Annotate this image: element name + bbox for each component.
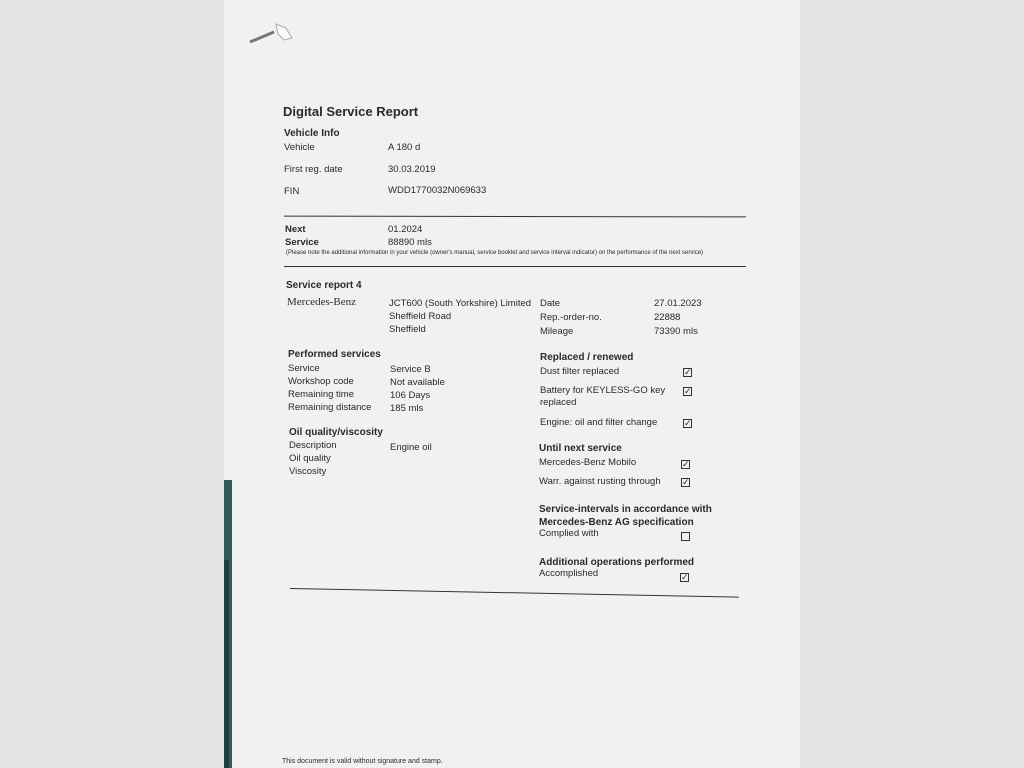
fin-value: WDD1770032N069633 [388,185,487,196]
until-next-service-heading: Until next service [539,443,622,454]
remaining-distance-value: 185 mls [390,403,424,414]
oil-filter-change-checkbox: ✓ [684,419,692,429]
replaced-renewed-heading: Replaced / renewed [540,352,634,363]
document-title: Digital Service Report [283,104,419,119]
next-service-date: 01.2024 [388,224,423,235]
oil-quality-label: Oil quality [289,453,331,464]
vehicle-info-heading: Vehicle Info [284,128,340,139]
oil-quality-heading: Oil quality/viscosity [289,427,383,438]
next-service-note: (Please note the additional information in your vehicle (owner's manual, service booklet and service interval indicator) on the performance of the next service) [286,250,704,256]
service-intervals-heading-cont: Mercedes-Benz AG specification [539,517,694,528]
footer-note: This document is valid without signature and stamp. [282,758,443,765]
mobilo-label: Mercedes-Benz Mobilo [539,457,637,468]
viscosity-label: Viscosity [289,466,327,477]
first-reg-label: First reg. date [284,164,343,175]
rust-warranty-checkbox: ✓ [682,478,690,488]
workshop-code-value: Not available [390,377,445,388]
service-type-label: Service [288,363,320,374]
vehicle-label: Vehicle [284,142,315,153]
mileage-label: Mileage [540,326,574,337]
additional-ops-heading: Additional operations performed [539,557,695,568]
brand-wordmark: Mercedes-Benz [287,296,357,308]
first-reg-value: 30.03.2019 [388,164,436,175]
remaining-time-value: 106 Days [390,390,431,401]
dust-filter-label: Dust filter replaced [540,366,620,377]
performed-services-heading: Performed services [288,349,381,360]
complied-with-checkbox [681,532,690,541]
remaining-time-label: Remaining time [288,389,354,400]
dealer-name: JCT600 (South Yorkshire) Limited [389,298,532,309]
oil-description-value: Engine oil [390,442,432,453]
background-object-shadow [224,560,229,768]
battery-label-cont: replaced [540,397,577,408]
fin-label: FIN [284,186,300,197]
service-intervals-heading: Service-intervals in accordance with [539,504,712,515]
dealer-city: Sheffield [389,324,426,335]
date-value: 27.01.2023 [654,298,702,309]
rep-order-label: Rep.-order-no. [540,312,602,323]
next-label: Next [285,224,306,235]
oil-filter-change-label: Engine: oil and filter change [540,417,658,428]
accomplished-label: Accomplished [539,568,599,579]
service-label: Service [285,237,319,248]
battery-label: Battery for KEYLESS-GO key [540,385,666,396]
workshop-code-label: Workshop code [288,376,354,387]
battery-checkbox: ✓ [684,387,692,397]
service-type-value: Service B [390,364,431,375]
staple-icon [248,18,296,48]
accomplished-checkbox: ✓ [681,573,689,583]
oil-description-label: Description [289,440,337,451]
dealer-street: Sheffield Road [389,311,452,322]
divider [284,266,746,267]
complied-with-label: Complied with [539,528,599,539]
dust-filter-checkbox: ✓ [684,368,692,378]
remaining-distance-label: Remaining distance [288,402,372,413]
rep-order-value: 22888 [654,312,681,323]
next-service-distance: 88890 mls [388,237,432,248]
date-label: Date [540,298,561,309]
service-report-heading: Service report 4 [286,280,362,291]
mobilo-checkbox: ✓ [682,460,690,470]
vehicle-value: A 180 d [388,142,421,153]
rust-warranty-label: Warr. against rusting through [539,476,661,487]
mileage-value: 73390 mls [654,326,698,337]
